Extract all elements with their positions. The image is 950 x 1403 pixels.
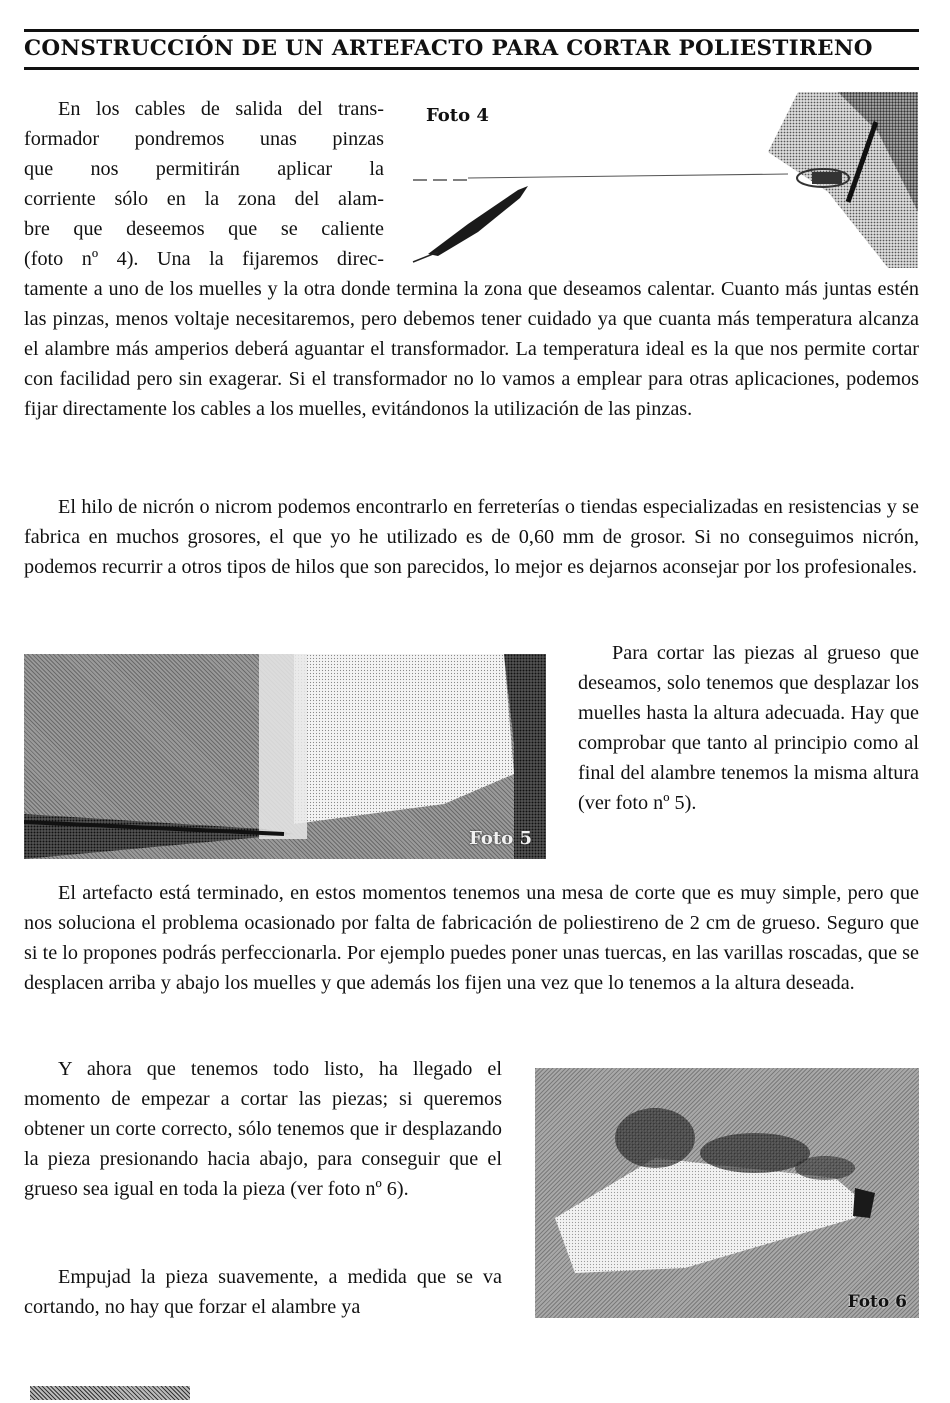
photo-4 [408,92,918,268]
paragraph-4: El artefacto está terminado, en estos momentos tenemos una mesa de corte que es muy simple, pero que nos soluciona el problema ocasionado por falta de fabricación de poliestireno de 2 cm de grueso. Seguro que si te lo propones podrás perfeccionarla. Por ejemplo puedes poner unas tuercas, en las varillas roscadas, que se desplacen arriba y abajo los muelles y que además los fijen una vez que lo tenemos a la altura deseada. [24,882,919,994]
p1-line-2: formador pondremos unas pinzas [24,128,384,150]
photo-4-label: Foto 4 [426,105,489,126]
page-footer-mark [30,1386,190,1400]
page-title: CONSTRUCCIÓN DE UN ARTEFACTO PARA CORTAR POLIESTIRENO [24,36,873,61]
photo-6 [535,1068,919,1318]
paragraph-5: Y ahora que tenemos todo listo, ha llegado el momento de empezar a cortar las piezas; si queremos obtener un corte correcto, sólo tenemos que ir desplazando la pieza presionando hacia abajo, para conseguir que el grueso sea igual en toda la pieza (ver foto nº 6). [24,1058,502,1200]
title-rule-bottom [24,67,919,70]
p1-line-6: (foto nº 4). Una la fijaremos direc- [24,248,384,270]
photo-6-label: Foto 6 [847,1292,907,1312]
photo-5 [24,654,546,859]
paragraph-1-rest: tamente a uno de los muelles y la otra donde termina la zona que deseamos calentar. Cuanto más juntas estén las pinzas, menos voltaje necesitaremos, pero debemos tener cuidado ya que cuanta más temperatura alcanza el alambre más amperios deberá aguantar el transformador. La temperatura ideal es la que nos permite cortar con facilidad pero sin exagerar. Si el transformador no lo vamos a emplear para otras aplicaciones, podemos fijar directamente los cables a los muelles, evitándonos la utilización de las pinzas. [24,278,919,420]
photo-6-image [535,1068,919,1318]
p1-line-1: En los cables de salida del trans- [58,98,384,120]
photo-5-label: Foto 5 [469,828,532,849]
paragraph-6: Empujad la pieza suavemente, a medida que se va cortando, no hay que forzar el alambre ya [24,1266,502,1318]
p1-line-4: corriente sólo en la zona del alam- [24,188,384,210]
paragraph-2: El hilo de nicrón o nicrom podemos encontrarlo en ferreterías o tiendas especializadas en resistencias y se fabrica en muchos grosores, el que yo he utilizado es de 0,60 mm de grosor. Si no conseguimos nicrón, podemos recurrir a otros tipos de hilos que son parecidos, lo mejor es dejarnos aconsejar por los profesionales. [24,496,919,578]
paragraph-3: Para cortar las piezas al grueso que deseamos, solo tenemos que desplazar los muelles hasta la altura adecuada. Hay que comprobar que tanto al principio como al final del alambre tenemos la misma altura (ver foto nº 5). [578,642,919,814]
p1-line-5: bre que deseemos que se caliente [24,218,384,240]
paragraph-1-intro [24,94,384,274]
title-rule-top [24,29,919,32]
photo-5-image [24,654,546,859]
p1-line-3: que nos permitirán aplicar la [24,158,384,180]
